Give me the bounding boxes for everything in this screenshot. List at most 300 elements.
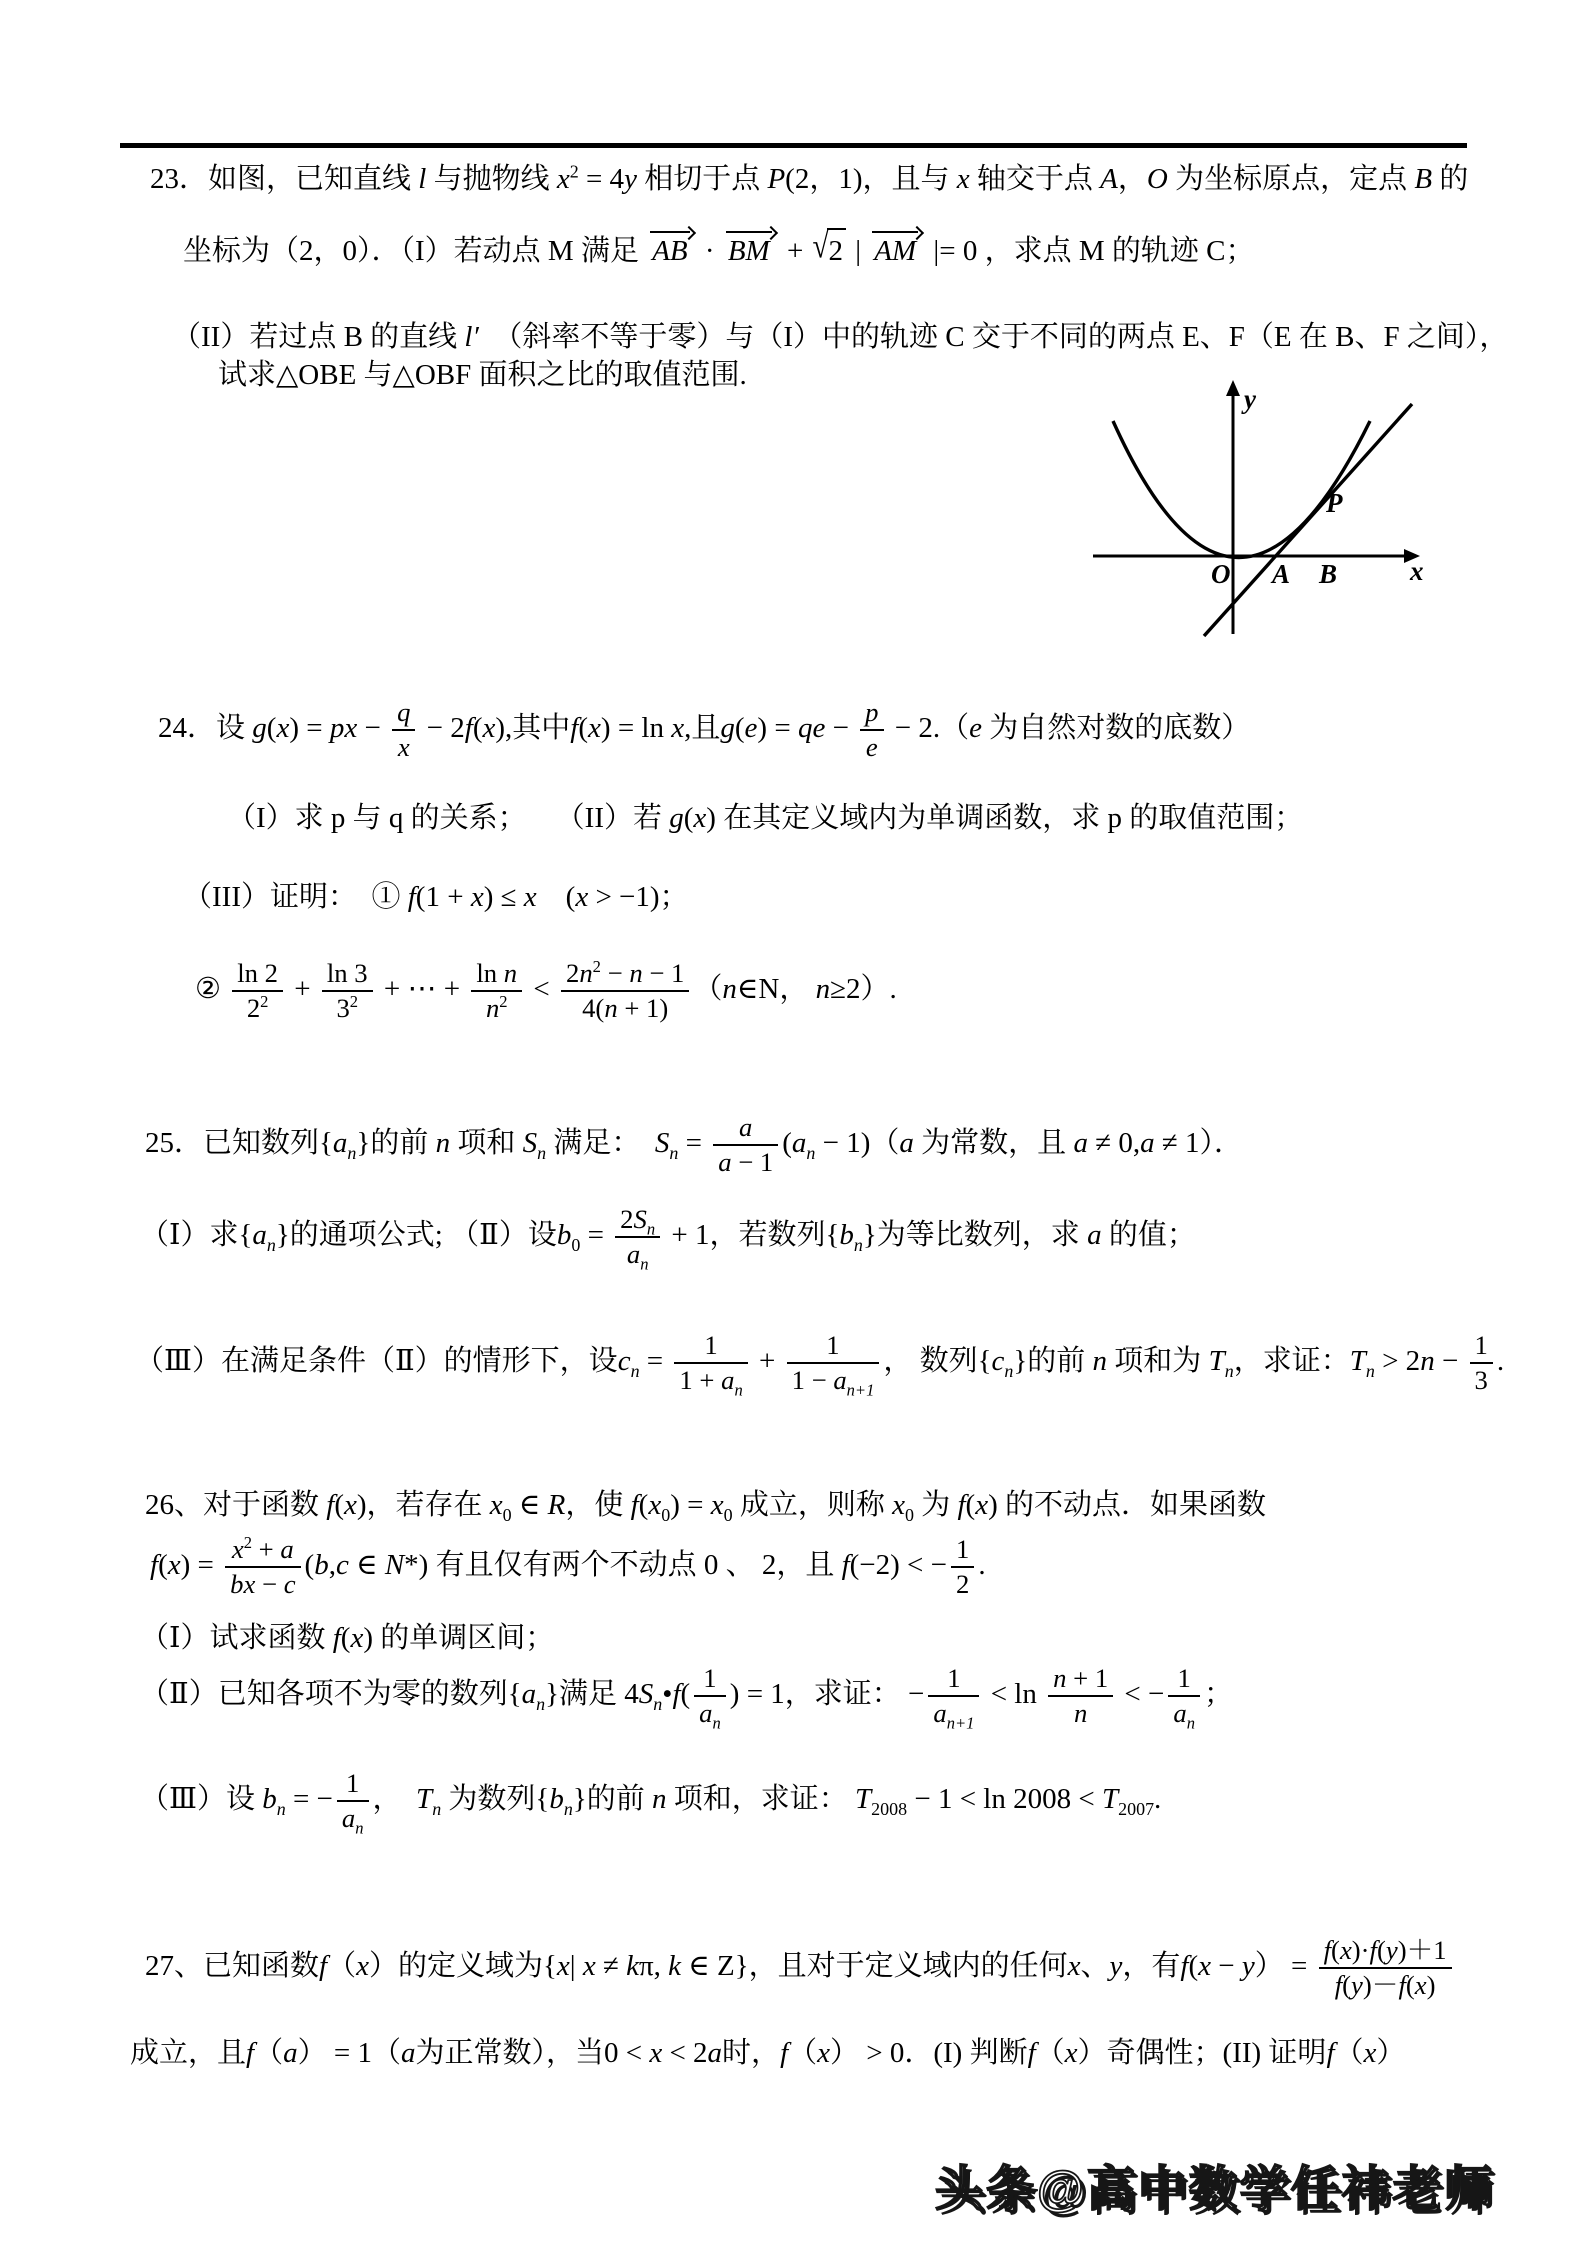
math-txt: ) = <box>180 1549 222 1582</box>
math-i: a <box>400 2037 416 2069</box>
math-isub: $x_0$ <box>710 1489 733 1525</box>
math-txt: − <box>1211 1950 1242 1983</box>
math-txt: （II）若过点 B 的直线 <box>172 321 465 353</box>
math-txt: 4( <box>582 993 605 1024</box>
math-i: x <box>556 163 570 195</box>
math-txt: 坐标为（2，0）．（I）若动点 M 满足 <box>183 235 647 267</box>
math-i: f <box>1369 1935 1377 1965</box>
math-txt: 2 <box>246 993 261 1024</box>
problem-24-line-2 <box>227 797 1303 839</box>
math-txt: （斜率不等于零）与（I）中的轨迹 C 交于不同的两点 E、F（E 在 B、F 之间）， <box>478 321 1509 353</box>
math-txt: ， <box>1117 163 1147 195</box>
math-txt: + ⋯ + <box>376 973 468 1006</box>
math-txt: ( <box>638 1489 649 1521</box>
math-txt: + <box>751 1345 783 1378</box>
math-i: f <box>319 1950 328 1983</box>
math-sup: 2 <box>569 161 579 182</box>
math-frac <box>337 1768 369 1838</box>
math-txt: ) 的不动点．如果函数 <box>988 1489 1266 1521</box>
math-frac <box>1168 1663 1200 1733</box>
math-txt: ， 数列{ <box>883 1345 992 1378</box>
figure-label-y-axis: y <box>1244 384 1256 414</box>
math-frac <box>713 1112 778 1179</box>
math-txt: ）的定义域为{ <box>368 1950 557 1983</box>
math-txt: · <box>697 235 722 267</box>
problem-25-line-3 <box>135 1330 1505 1400</box>
math-txt: ) 的单调区间； <box>363 1622 555 1654</box>
math-txt: 为坐标原点，定点 <box>1167 163 1415 195</box>
math-txt: ( <box>782 1127 792 1160</box>
math-txt: + <box>252 1534 281 1564</box>
math-txt: < − <box>1117 1678 1165 1711</box>
math-txt: − <box>825 712 857 745</box>
math-i: q <box>397 697 411 727</box>
math-i: a <box>718 1147 732 1178</box>
math-isub: $a_n$ <box>341 1803 364 1838</box>
math-frac <box>787 1330 880 1400</box>
math-isub: $T_{2008}$ <box>855 1783 908 1819</box>
math-i: f <box>1334 1970 1343 2001</box>
figure-label-a: A <box>1272 559 1291 589</box>
math-txt: }的前 <box>356 1127 436 1160</box>
math-i: f <box>570 712 579 745</box>
math-txt: )· <box>1351 1935 1370 1965</box>
math-i: x <box>1339 1935 1352 1965</box>
math-isub: $a_n$ <box>626 1239 649 1274</box>
math-txt: }为等比数列，求 <box>862 1219 1088 1252</box>
math-i: f <box>780 2037 789 2069</box>
math-txt: 项和 <box>450 1127 523 1160</box>
math-isub: $c_n$ <box>991 1345 1014 1381</box>
math-i: x <box>344 1489 357 1521</box>
math-i: x <box>1198 1950 1212 1983</box>
math-i: x <box>397 732 410 763</box>
math-i: x <box>975 1489 989 1521</box>
math-frac <box>232 958 283 1025</box>
math-txt: + <box>779 235 811 267</box>
math-isub: $T_{2007}$ <box>1101 1783 1155 1819</box>
math-isub: $b_n$ <box>262 1783 286 1819</box>
math-i: x <box>167 1549 181 1582</box>
math-isub: $x_0$ <box>489 1489 512 1525</box>
math-i: n <box>604 993 618 1024</box>
math-txt: 1 <box>826 1330 840 1360</box>
math-txt: < <box>526 973 557 1006</box>
math-txt: = − <box>285 1783 333 1816</box>
math-txt: }的前 <box>1013 1345 1093 1378</box>
math-i: c <box>283 1569 296 1600</box>
math-txt: ② <box>195 973 229 1006</box>
math-txt: < 2 <box>662 2037 708 2069</box>
math-txt: ) = <box>757 712 798 745</box>
math-txt: ) <box>1426 1970 1436 2001</box>
math-txt: 项和，求证： <box>666 1783 856 1816</box>
math-txt: 为自然对数的底数） <box>982 712 1251 745</box>
math-i: x <box>693 802 707 834</box>
math-txt: ≠ 1）． <box>1154 1127 1244 1160</box>
math-txt: ( <box>1331 1935 1340 1965</box>
math-i: px <box>329 712 358 745</box>
math-txt: 的值； <box>1101 1219 1196 1252</box>
math-txt: ,且 <box>684 712 721 745</box>
math-txt: ( <box>1376 1935 1386 1965</box>
math-i: e <box>744 712 758 745</box>
math-i: f <box>464 712 473 745</box>
math-sup: 2 <box>499 992 508 1012</box>
math-txt: ≠ <box>595 1950 627 1983</box>
math-i: y <box>624 163 637 195</box>
math-i: k <box>668 1950 682 1983</box>
math-i: n <box>815 973 831 1006</box>
math-txt: （III）证明： ① <box>183 881 408 913</box>
math-i: x <box>582 1950 596 1983</box>
math-txt: + 1) <box>617 993 669 1024</box>
math-txt: ( <box>734 712 745 745</box>
math-i: f <box>1398 1970 1406 2001</box>
math-txt: = <box>678 1127 710 1160</box>
math-i: f <box>1323 1935 1332 1965</box>
math-txt: 26、对于函数 <box>145 1489 327 1521</box>
math-txt: ( <box>680 1678 691 1711</box>
math-txt: （Ⅲ）在满足条件（Ⅱ）的情形下，设 <box>135 1345 618 1378</box>
math-i: x <box>276 712 290 745</box>
math-i: f <box>1326 2037 1335 2069</box>
math-txt: ) = 1，求证： − <box>729 1678 925 1711</box>
problem-25-line-2 <box>140 1204 1196 1274</box>
math-txt: ( <box>340 1622 351 1654</box>
math-i: n <box>1053 1663 1067 1693</box>
math-isub: $S_n$ <box>638 1678 663 1714</box>
math-txt: + <box>287 973 318 1006</box>
math-txt: |= 0 ，求点 M 的轨迹 C； <box>926 235 1255 267</box>
math-i: f <box>1027 2037 1036 2069</box>
math-i: k <box>626 1950 639 1983</box>
math-txt: + 1 <box>1066 1663 1109 1693</box>
math-txt: 相切于点 <box>636 163 768 195</box>
math-txt: )－ <box>1362 1970 1399 2001</box>
math-i: x <box>575 881 589 913</box>
math-txt: （ <box>1334 2037 1364 2069</box>
math-i: a <box>739 1112 753 1142</box>
math-txt: ( <box>1188 1950 1199 1983</box>
math-i: a <box>283 2037 298 2069</box>
math-txt: − <box>600 958 630 988</box>
math-txt: ) = ln <box>600 712 672 745</box>
math-txt: }满足 4 <box>545 1678 639 1711</box>
math-txt: 24．设 <box>158 712 253 745</box>
math-i: g <box>720 712 735 745</box>
math-txt: (1 + <box>415 881 471 913</box>
math-txt: ( <box>158 1549 168 1582</box>
math-i: B <box>1414 163 1433 195</box>
math-txt: ） = <box>1254 1950 1315 1983</box>
math-txt: ，求证： <box>1233 1345 1350 1378</box>
problem-23-line-4 <box>218 354 747 396</box>
math-sup: 2 <box>349 992 359 1012</box>
math-txt: − 1 < ln 2008 < <box>907 1783 1102 1816</box>
math-txt: （ <box>1035 2037 1065 2069</box>
math-i: y <box>1109 1950 1123 1983</box>
math-txt: ),其中 <box>495 712 571 745</box>
math-i: n <box>1073 1698 1088 1729</box>
math-isub: $b_n$ <box>549 1783 573 1819</box>
math-isub: $T_n$ <box>416 1783 442 1819</box>
math-isub: $T_n$ <box>1349 1345 1375 1381</box>
math-txt: ， <box>372 1783 417 1816</box>
math-isub: $a_n$ <box>699 1698 721 1733</box>
math-txt: ( <box>334 1489 344 1521</box>
math-txt: （ <box>788 2037 818 2069</box>
math-txt: 的 <box>1432 163 1469 195</box>
math-txt: ln 2 <box>237 958 279 988</box>
math-i: g <box>669 802 684 834</box>
problem-23-line-3 <box>172 316 1508 358</box>
math-i: l <box>418 163 427 195</box>
problem-24-line-1 <box>158 697 1250 764</box>
math-txt: 为 <box>913 1489 958 1521</box>
math-txt: − <box>357 712 389 745</box>
problem-25-line-1 <box>145 1112 1243 1179</box>
math-txt: 成立，则称 <box>732 1489 893 1521</box>
math-isub: $S_n$ <box>522 1127 547 1163</box>
math-i: e <box>969 712 982 745</box>
math-i: A <box>1100 163 1118 195</box>
math-frac <box>694 1663 726 1733</box>
math-txt: ( <box>472 712 483 745</box>
math-txt: − <box>255 1569 284 1600</box>
math-txt: (2，1)，且与 <box>785 163 957 195</box>
math-i: x <box>1414 1970 1427 2001</box>
math-txt: 1 <box>704 1330 718 1360</box>
math-txt: ) ≤ <box>483 881 524 913</box>
math-txt: 1 <box>1177 1663 1191 1693</box>
math-txt: 1 <box>947 1663 961 1693</box>
math-i: f <box>150 1549 159 1582</box>
math-txt: 满足： <box>546 1127 655 1160</box>
problem-26-line-4 <box>140 1663 1234 1733</box>
math-txt: )＋1 <box>1397 1935 1447 1965</box>
math-txt: ) = <box>289 712 330 745</box>
math-txt: ，有 <box>1122 1950 1181 1983</box>
math-frac <box>674 1330 747 1400</box>
math-i: x <box>1363 2037 1377 2069</box>
figure-label-x-axis: x <box>1410 556 1424 586</box>
math-txt: | <box>569 1950 583 1983</box>
math-txt: （Ⅰ）试求函数 <box>140 1622 333 1654</box>
math-i: f <box>957 1489 966 1521</box>
math-i: b <box>314 1549 329 1582</box>
math-i: x <box>671 712 685 745</box>
math-i: x <box>588 712 601 745</box>
math-txt: ） = 1（ <box>297 2037 401 2069</box>
math-txt: π, <box>639 1950 669 1983</box>
math-txt: 3 <box>1474 1365 1488 1396</box>
math-txt: 1 <box>956 1534 970 1564</box>
math-frac <box>561 958 689 1025</box>
math-txt: − 2.（ <box>887 712 970 745</box>
math-txt: 1 − <box>791 1365 834 1396</box>
math-txt: 1 <box>1474 1330 1488 1360</box>
figure-label-p: P <box>1326 488 1343 518</box>
math-txt: ∈N， <box>736 973 816 1006</box>
problem-27-line-1 <box>145 1935 1456 2002</box>
math-txt: 时， <box>722 2037 781 2069</box>
math-isub: $a_n$ <box>252 1219 276 1255</box>
math-sup: 2 <box>243 1533 253 1553</box>
math-isub: $a_n$ <box>721 1365 743 1400</box>
math-i: O <box>1146 163 1168 195</box>
math-i: f <box>326 1489 335 1521</box>
math-txt: ( <box>304 1549 315 1582</box>
math-isub: $S_n$ <box>633 1204 656 1239</box>
math-txt: }的通项公式; （Ⅱ）设 <box>275 1219 557 1252</box>
math-txt: . <box>978 1549 986 1582</box>
math-txt: ( <box>1342 1970 1352 2001</box>
problem-23-line-1 <box>150 158 1468 200</box>
math-frac <box>1048 1663 1113 1730</box>
math-txt: （ <box>693 973 723 1006</box>
math-i: f <box>246 2037 255 2069</box>
math-txt: , <box>328 1549 336 1582</box>
math-frac <box>615 1204 660 1274</box>
math-frac <box>392 697 415 764</box>
problem-26-line-3 <box>140 1617 554 1659</box>
math-txt: . <box>1154 1783 1162 1816</box>
math-i: p <box>865 697 879 727</box>
math-txt: ） <box>1376 2037 1406 2069</box>
math-isub: $T_n$ <box>1208 1345 1234 1381</box>
math-txt: （Ⅰ）求{ <box>140 1219 253 1252</box>
tangent-line <box>1204 404 1412 636</box>
math-txt: = <box>580 1219 612 1252</box>
math-i: g <box>252 712 267 745</box>
math-txt: *) 有且仅有两个不动点 0 、 2，且 <box>404 1549 842 1582</box>
math-txt: ( <box>266 712 277 745</box>
math-i: n <box>629 958 643 988</box>
math-i: x <box>523 881 537 913</box>
math-i: f <box>332 1622 341 1654</box>
math-i: x <box>470 881 484 913</box>
math-i: R <box>547 1489 566 1521</box>
math-txt: + 1，若数列{ <box>664 1219 840 1252</box>
parabola-figure <box>1078 376 1438 661</box>
math-txt: = 4 <box>578 163 625 195</box>
math-vec: AB <box>650 226 693 266</box>
math-isub: $x_0$ <box>648 1489 671 1525</box>
math-txt: ，使 <box>565 1489 631 1521</box>
math-txt: ( <box>536 881 576 913</box>
math-i: qe <box>797 712 826 745</box>
math-txt: 1 <box>346 1768 360 1798</box>
math-txt: ( <box>965 1489 976 1521</box>
math-i: n <box>722 973 737 1006</box>
math-i: a <box>1073 1127 1088 1160</box>
math-vec: BM <box>726 226 776 266</box>
math-txt: （Ⅱ）已知各项不为零的数列{ <box>140 1678 522 1711</box>
math-i: n <box>579 958 593 988</box>
math-isub: $a_n$ <box>1173 1698 1195 1733</box>
problem-27-line-2 <box>130 2032 1405 2074</box>
math-i: a <box>1140 1127 1155 1160</box>
math-txt: 为常数，且 <box>913 1127 1074 1160</box>
math-txt: ） > 0．(I) 判断 <box>830 2037 1028 2069</box>
math-i: x <box>350 1622 364 1654</box>
math-txt: 3 <box>336 993 350 1024</box>
math-txt: ≠ 0, <box>1087 1127 1141 1160</box>
math-i: n <box>503 958 518 988</box>
math-txt: ∈ <box>348 1549 385 1582</box>
math-txt: 1 + <box>679 1365 722 1396</box>
math-txt: 项和为 <box>1107 1345 1209 1378</box>
math-i: x <box>649 2037 663 2069</box>
math-vec: AM <box>872 226 922 266</box>
math-isub: $a_{n+1}$ <box>933 1698 975 1733</box>
math-i: x <box>956 163 970 195</box>
watermark: 头条@高中数学任祎老师 <box>935 2163 1495 2216</box>
math-txt: ； <box>1204 1678 1234 1711</box>
math-txt: − 1 <box>731 1147 774 1178</box>
math-txt: 为数列{ <box>441 1783 550 1816</box>
math-txt: ∈ Z}，且对于定义域内的任何 <box>681 1950 1068 1983</box>
math-i: e <box>865 732 878 763</box>
math-txt: − <box>1434 1345 1466 1378</box>
math-txt: ) = <box>670 1489 711 1521</box>
math-i: f <box>1180 1950 1189 1983</box>
math-isub: $b_0$ <box>556 1219 581 1255</box>
math-isub: $x_0$ <box>892 1489 914 1525</box>
math-txt: ( <box>1405 1970 1415 2001</box>
math-isub: $S_n$ <box>654 1127 679 1163</box>
math-i: f <box>841 1549 850 1582</box>
math-txt: 试求△OBE 与△OBF 面积之比的取值范围. <box>218 359 747 391</box>
math-frac <box>1319 1935 1452 2002</box>
math-txt: 27、已知函数 <box>145 1950 320 1983</box>
math-txt: − 1 <box>642 958 685 988</box>
math-i: x <box>231 1534 244 1564</box>
math-i: bx <box>230 1569 256 1600</box>
math-i: n <box>652 1783 667 1816</box>
math-i: y <box>1351 1970 1363 2001</box>
math-i: f <box>672 1678 681 1711</box>
math-i: a <box>899 1127 914 1160</box>
math-i: f <box>407 881 416 913</box>
math-txt: < ln <box>983 1678 1045 1711</box>
math-txt: 成立，且 <box>130 2037 247 2069</box>
math-txt: − 2 <box>419 712 465 745</box>
math-txt: ln <box>476 958 504 988</box>
math-i: P <box>767 163 786 195</box>
math-isub: $a_n$ <box>521 1678 546 1714</box>
math-txt: 、 <box>1080 1950 1110 1983</box>
figure-label-origin: O <box>1211 559 1231 589</box>
math-i: x <box>1067 1950 1081 1983</box>
math-txt: > −1)； <box>588 881 689 913</box>
math-i: a <box>707 2037 723 2069</box>
math-txt: = <box>639 1345 671 1378</box>
math-txt: − 1)（ <box>815 1127 900 1160</box>
math-i: a <box>1087 1219 1102 1252</box>
math-txt: • <box>662 1678 673 1711</box>
math-txt: ) 在其定义域内为单调函数，求 p 的取值范围； <box>706 802 1304 834</box>
math-txt: （ <box>327 1950 357 1983</box>
math-txt: ≥2）. <box>830 973 897 1006</box>
math-frac <box>225 1534 300 1601</box>
math-i: c <box>335 1549 349 1582</box>
math-i: n <box>485 993 500 1024</box>
math-txt: ( <box>578 712 589 745</box>
math-txt: 1 <box>703 1663 717 1693</box>
math-txt: 与抛物线 <box>426 163 557 195</box>
